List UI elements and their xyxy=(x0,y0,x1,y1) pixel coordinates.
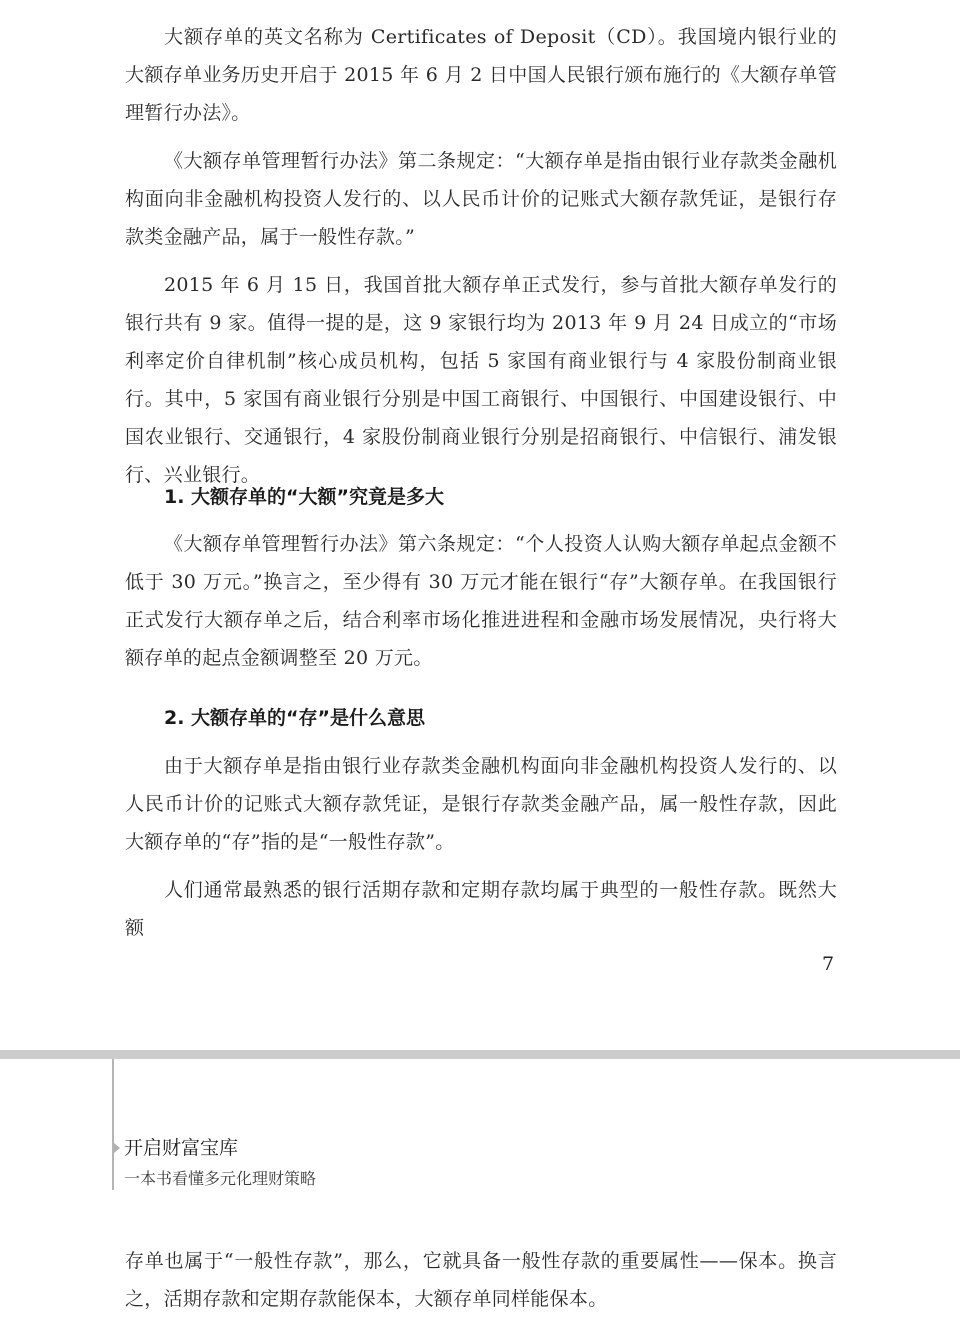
paragraph-general-deposit: 人们通常最熟悉的银行活期存款和定期存款均属于典型的一般性存款。既然大额 xyxy=(125,879,837,939)
header-vertical-rule xyxy=(112,1059,114,1190)
header-triangle-marker-icon xyxy=(114,1143,120,1153)
paragraph-deposit-meaning: 由于大额存单是指由银行业存款类金融机构面向非金融机构投资人发行的、以人民币计价的记账式大额存款凭证，是银行存款类金融产品，属一般性存款，因此大额存单的“存”指的是“一般性存款”。 xyxy=(125,755,837,853)
running-header-subtitle: 一本书看懂多元化理财策略 xyxy=(124,1169,317,1188)
paragraph-minimum-amount: 《大额存单管理暂行办法》第六条规定：“个人投资人认购大额存单起点金额不低于 30 万元。”换言之，至少得有 30 万元才能在银行“存”大额存单。在我国银行正式发行大额存单之后，结合利率市场化推进进程和金融市场发展情况，央行将大额存单的起点金额调整至 20 万元。 xyxy=(125,533,837,669)
paragraph-first-issuance: 2015 年 6 月 15 日，我国首批大额存单正式发行，参与首批大额存单发行的银行共有 9 家。值得一提的是，这 9 家银行均为 2013 年 9 月 24 日成立的“市场利率定价自律机制”核心成员机构，包括 5 家国有商业银行与 4 家股份制商业银行。其中，5 家国有商业银行分别是中国工商银行、中国银行、中国建设银行、中国农业银行、交通银行，4 家股份制商业银行分别是招商银行、中信银行、浦发银行、兴业银行。 xyxy=(125,274,837,486)
page-number: 7 xyxy=(822,953,835,975)
paragraph-principal-protection: 存单也属于“一般性存款”，那么，它就具备一般性存款的重要属性——保本。换言之，活期存款和定期存款能保本，大额存单同样能保本。 xyxy=(125,1250,837,1310)
paragraph-cd-intro: 大额存单的英文名称为 Certificates of Deposit（CD）。我国境内银行业的大额存单业务历史开启于 2015 年 6 月 2 日中国人民银行颁布施行的《大额存单管理暂行办法》。 xyxy=(125,26,837,124)
section-heading-1: 1. 大额存单的“大额”究竟是多大 xyxy=(164,486,445,508)
paragraph-article-2: 《大额存单管理暂行办法》第二条规定：“大额存单是指由银行业存款类金融机构面向非金融机构投资人发行的、以人民币计价的记账式大额存款凭证，是银行存款类金融产品，属于一般性存款。” xyxy=(125,150,837,248)
running-header-title: 开启财富宝库 xyxy=(124,1137,239,1159)
section-heading-2: 2. 大额存单的“存”是什么意思 xyxy=(164,707,426,729)
page-divider xyxy=(0,1050,960,1059)
